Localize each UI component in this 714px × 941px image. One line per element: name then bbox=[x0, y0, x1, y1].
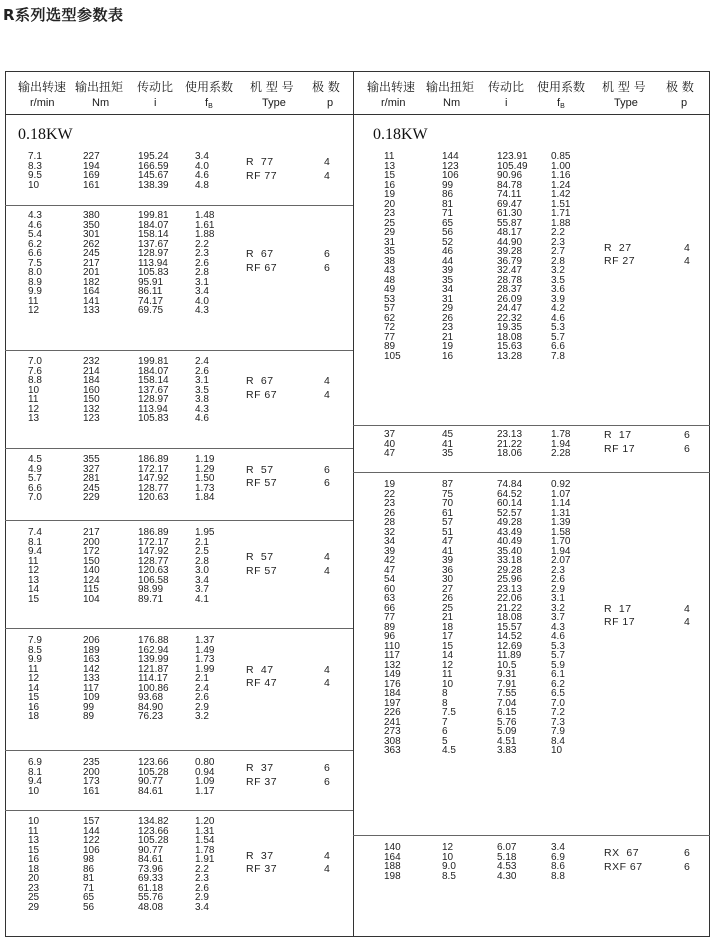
header-torque: 输出扭矩 bbox=[426, 80, 475, 94]
model-type: R 77 RF 77 bbox=[246, 156, 278, 182]
factor-values: 0.80 0.94 1.09 1.17 bbox=[195, 757, 215, 797]
pole-count: 6 6 bbox=[684, 847, 690, 873]
header-speed: 输出转速 bbox=[367, 80, 416, 94]
model-type: R 67 RF 67 bbox=[246, 375, 278, 401]
model-type: R 47 RF 47 bbox=[246, 663, 278, 690]
unit-poles: p bbox=[327, 97, 334, 109]
torque-values: 144 123 106 99 86 81 71 65 56 52 46 44 39 35 34 31 29 26 23 21 19 16 bbox=[442, 151, 459, 362]
header-factor: 使用系数 bbox=[185, 80, 234, 94]
table-frame bbox=[5, 71, 710, 937]
torque-values: 380 350 301 262 245 217 201 182 164 141 133 bbox=[83, 210, 100, 316]
pole-count: 4 4 bbox=[684, 602, 690, 629]
pole-count: 4 4 bbox=[324, 551, 330, 577]
ratio-values: 134.82 123.66 105.28 90.77 84.61 73.96 69.33 61.18 55.76 48.08 bbox=[138, 816, 169, 913]
factor-values: 1.20 1.31 1.54 1.78 1.91 2.2 2.3 2.6 2.9 3.4 bbox=[195, 816, 215, 913]
ratio-values: 195.24 166.59 145.67 138.39 bbox=[138, 151, 169, 191]
speed-values: 7.1 8.3 9.5 10 bbox=[28, 151, 42, 191]
torque-values: 157 144 122 106 98 86 81 71 65 56 bbox=[83, 816, 100, 913]
speed-values: 140 164 188 198 bbox=[384, 842, 401, 882]
unit-factor: $f_B$ bbox=[205, 97, 213, 110]
header-poles: 极 数 bbox=[312, 80, 340, 94]
factor-values: 3.4 4.0 4.6 4.8 bbox=[195, 151, 209, 191]
factor-values: 2.4 2.6 3.1 3.5 3.8 4.3 4.6 bbox=[195, 356, 209, 424]
unit-poles: p bbox=[681, 97, 688, 109]
speed-values: 7.9 8.5 9.9 11 12 14 15 16 18 bbox=[28, 635, 42, 722]
model-type: R 67 RF 67 bbox=[246, 248, 278, 274]
header-torque: 输出扭矩 bbox=[75, 80, 124, 94]
unit-factor: $f_B$ bbox=[557, 97, 565, 110]
speed-values: 11 13 15 16 19 20 23 25 29 31 35 38 43 48 49 53 57 62 72 77 89 105 bbox=[384, 151, 401, 362]
ratio-values: 199.81 184.07 158.14 137.67 128.97 113.94 105.83 95.91 86.11 74.17 69.75 bbox=[138, 210, 169, 316]
unit-model: Type bbox=[614, 97, 638, 109]
header-model: 机 型 号 bbox=[250, 80, 294, 94]
header-model: 机 型 号 bbox=[602, 80, 646, 94]
unit-ratio: i bbox=[154, 97, 157, 109]
group-separator bbox=[5, 448, 353, 449]
pole-count: 6 6 bbox=[684, 429, 690, 455]
power-rating-right: 0.18KW bbox=[373, 126, 428, 143]
header-divider-left bbox=[5, 114, 353, 115]
page-title: R系列选型参数表 bbox=[3, 6, 124, 24]
group-separator bbox=[353, 425, 710, 426]
ratio-values: 6.07 5.18 4.53 4.30 bbox=[497, 842, 517, 882]
pole-count: 6 6 bbox=[324, 248, 330, 274]
factor-values: 1.95 2.1 2.5 2.8 3.0 3.4 3.7 4.1 bbox=[195, 527, 215, 605]
group-separator bbox=[353, 835, 710, 836]
torque-values: 227 194 169 161 bbox=[83, 151, 100, 191]
torque-values: 206 189 163 142 133 117 109 99 89 bbox=[83, 635, 100, 722]
pole-count: 6 6 bbox=[324, 463, 330, 490]
unit-speed: r/min bbox=[381, 97, 406, 109]
ratio-values: 176.88 162.94 139.99 121.87 114.17 100.86 93.68 84.90 76.23 bbox=[138, 635, 169, 722]
model-type: R 37 RF 37 bbox=[246, 849, 278, 875]
pole-count: 4 4 bbox=[324, 849, 330, 875]
group-separator bbox=[5, 205, 353, 206]
header-speed: 输出转速 bbox=[18, 80, 67, 94]
speed-values: 4.5 4.9 5.7 6.6 7.0 bbox=[28, 454, 42, 503]
model-type: R 27 RF 27 bbox=[604, 241, 636, 267]
header-poles: 极 数 bbox=[666, 80, 694, 94]
pole-count: 6 6 bbox=[324, 762, 330, 788]
torque-values: 45 41 35 bbox=[442, 429, 454, 459]
torque-values: 232 214 184 160 150 132 123 bbox=[83, 356, 100, 424]
speed-values: 7.4 8.1 9.4 11 12 13 14 15 bbox=[28, 527, 42, 605]
group-separator bbox=[5, 750, 353, 751]
torque-values: 217 200 172 150 140 124 115 104 bbox=[83, 527, 100, 605]
header-factor: 使用系数 bbox=[537, 80, 586, 94]
group-separator bbox=[5, 350, 353, 351]
torque-values: 355 327 281 245 229 bbox=[83, 454, 100, 503]
ratio-values: 74.84 64.52 60.14 52.57 49.28 43.49 40.49 35.40 33.18 29.28 25.96 23.13 22.06 21.22 18.08 15.57 14.52 12.69 11.89 10.5 9.31 7.91 7.55 7.04 6.15 5.76 5.09 4.51 3.83 bbox=[497, 479, 523, 756]
header-divider-right bbox=[353, 114, 710, 115]
pole-count: 4 4 bbox=[324, 663, 330, 690]
speed-values: 19 22 23 26 28 32 34 39 42 47 54 60 63 66 77 89 96 110 117 132 149 176 184 197 226 241 273 308 363 bbox=[384, 479, 401, 756]
ratio-values: 186.89 172.17 147.92 128.77 120.63 106.58 98.99 89.71 bbox=[138, 527, 169, 605]
torque-values: 235 200 173 161 bbox=[83, 757, 100, 797]
speed-values: 10 11 13 15 16 18 20 23 25 29 bbox=[28, 816, 40, 913]
model-type: R 17 RF 17 bbox=[604, 429, 636, 455]
model-type: RX 67 RXF 67 bbox=[604, 847, 643, 873]
header-ratio: 传动比 bbox=[488, 80, 525, 94]
group-separator bbox=[353, 472, 710, 473]
ratio-values: 123.66 105.28 90.77 84.61 bbox=[138, 757, 169, 797]
pole-count: 4 4 bbox=[684, 241, 690, 267]
unit-model: Type bbox=[262, 97, 286, 109]
speed-values: 4.3 4.6 5.4 6.2 6.6 7.5 8.0 8.9 9.9 11 12 bbox=[28, 210, 42, 316]
pole-count: 4 4 bbox=[324, 156, 330, 182]
unit-ratio: i bbox=[505, 97, 508, 109]
column-divider bbox=[353, 71, 354, 937]
factor-values: 1.78 1.94 2.28 bbox=[551, 429, 571, 459]
factor-values: 1.37 1.49 1.73 1.99 2.1 2.4 2.6 2.9 3.2 bbox=[195, 635, 215, 722]
speed-values: 6.9 8.1 9.4 10 bbox=[28, 757, 42, 797]
factor-values: 0.85 1.00 1.16 1.24 1.42 1.51 1.71 1.88 2.2 2.3 2.7 2.8 3.2 3.5 3.6 3.9 4.2 4.6 5.3 5.7 6.6 7.8 bbox=[551, 151, 571, 362]
factor-values: 0.92 1.07 1.14 1.31 1.39 1.58 1.70 1.94 2.07 2.3 2.6 2.9 3.1 3.2 3.7 4.3 4.6 5.3 5.7 5.9 6.1 6.2 6.5 7.0 7.2 7.3 7.9 8.4 10 bbox=[551, 479, 571, 756]
group-separator bbox=[5, 628, 353, 629]
pole-count: 4 4 bbox=[324, 375, 330, 401]
factor-values: 1.19 1.29 1.50 1.73 1.84 bbox=[195, 454, 215, 503]
torque-values: 87 75 70 61 57 51 47 41 39 36 30 27 26 25 21 18 17 15 14 12 11 10 8 8 7.5 7 6 5 4.5 bbox=[442, 479, 456, 756]
speed-values: 7.0 7.6 8.8 10 11 12 13 bbox=[28, 356, 42, 424]
header-ratio: 传动比 bbox=[137, 80, 174, 94]
torque-values: 12 10 9.0 8.5 bbox=[442, 842, 456, 882]
model-type: R 57 RF 57 bbox=[246, 551, 278, 577]
unit-torque: Nm bbox=[443, 97, 461, 109]
ratio-values: 186.89 172.17 147.92 128.77 120.63 bbox=[138, 454, 169, 503]
factor-values: 3.4 6.9 8.6 8.8 bbox=[551, 842, 565, 882]
unit-torque: Nm bbox=[92, 97, 110, 109]
group-separator bbox=[5, 520, 353, 521]
unit-speed: r/min bbox=[30, 97, 55, 109]
power-rating-left: 0.18KW bbox=[18, 126, 73, 143]
ratio-values: 23.13 21.22 18.06 bbox=[497, 429, 523, 459]
ratio-values: 199.81 184.07 158.14 137.67 128.97 113.94 105.83 bbox=[138, 356, 169, 424]
factor-values: 1.48 1.61 1.88 2.2 2.3 2.6 2.8 3.1 3.4 4.0 4.3 bbox=[195, 210, 215, 316]
speed-values: 37 40 47 bbox=[384, 429, 396, 459]
model-type: R 37 RF 37 bbox=[246, 762, 278, 788]
model-type: R 57 RF 57 bbox=[246, 463, 278, 490]
group-separator bbox=[5, 810, 353, 811]
model-type: R 17 RF 17 bbox=[604, 602, 636, 629]
ratio-values: 123.91 105.49 90.96 84.78 74.11 69.47 61.30 55.87 48.17 44.90 39.28 36.79 32.47 28.78 28.37 26.09 24.47 22.32 19.35 18.08 15.63 13.28 bbox=[497, 151, 528, 362]
